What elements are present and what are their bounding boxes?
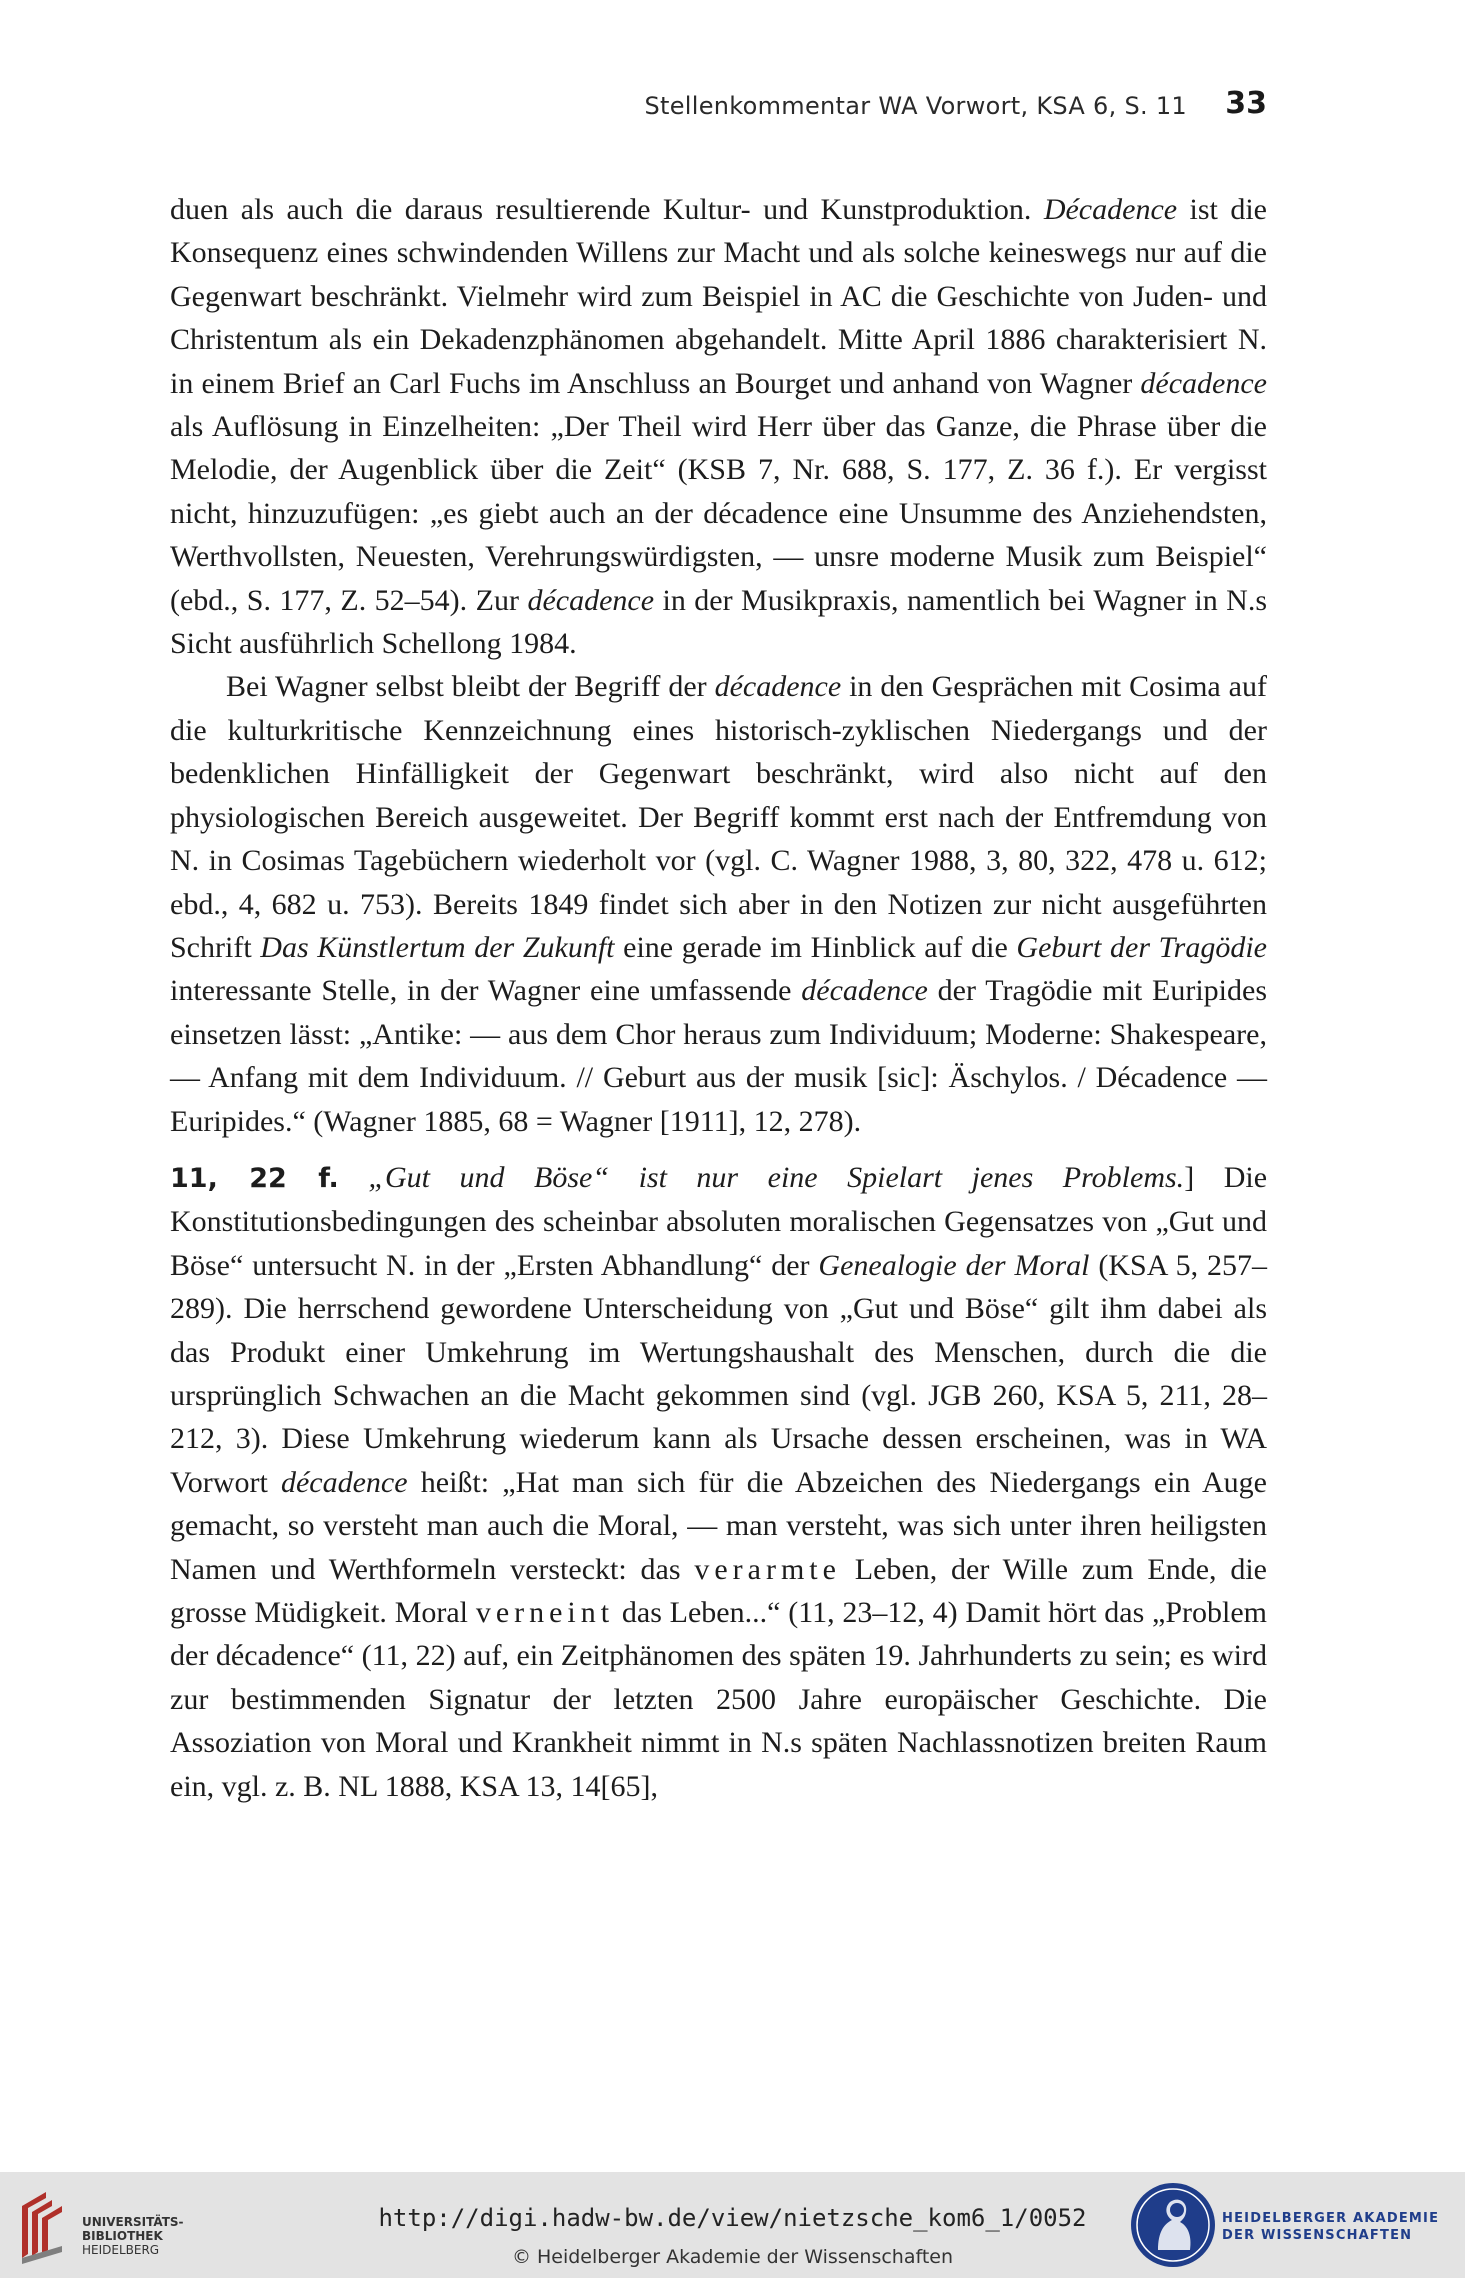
- page-number: 33: [1225, 86, 1267, 121]
- italic-term: Décadence: [1043, 193, 1178, 226]
- italic-title: Geburt der Tragödie: [1016, 930, 1267, 964]
- hadw-logo-line: DER WISSENSCHAFTEN: [1222, 2228, 1413, 2243]
- text-run: eine gerade im Hinblick auf die: [614, 930, 1017, 964]
- paragraph-1: [170, 188, 1267, 665]
- text-run: ] Die Konstitutionsbedingungen des scheinbar absoluten moralischen Gegensatzes von „Gut und Böse“ untersucht N. in der „Ersten Abhandlung“ der: [170, 1160, 1268, 1282]
- main-text: [170, 188, 1267, 1808]
- line-reference: 11, 22 f.: [170, 1162, 339, 1194]
- page-header: [170, 86, 1267, 126]
- text-run: in der Musikpraxis, namentlich bei Wagner in N.s Sicht ausführlich Schellong 1984.: [170, 583, 1268, 661]
- spaced-emphasis: verarmte: [694, 1552, 841, 1586]
- hadw-logo-text: [1222, 2210, 1439, 2244]
- ub-logo-line: HEIDELBERG: [82, 2243, 160, 2257]
- italic-title: Das Künstlertum der Zukunft: [260, 930, 615, 964]
- text-run: Bei Wagner selbst bleibt der Begriff der: [226, 670, 715, 704]
- text-run: [339, 1161, 369, 1194]
- lemma: „Gut und Böse“ ist nur eine Spielart jenes Problems.: [368, 1160, 1185, 1194]
- text-run: in den Gesprächen mit Cosima auf die kulturkritische Kennzeichnung eines historisch-zyklischen Niedergangs und der bedenklichen Hinfälligkeit der Gegenwart beschränkt, wird also nicht auf den physiologischen Bereich ausgeweitet. Der Begriff kommt erst nach der Entfremdung von N. in Cosimas Tagebüchern wiederholt vor (vgl. C. Wagner 1988, 3, 80, 322, 478 u. 612; ebd., 4, 682 u. 753). Bereits 1849 findet sich aber in den Notizen zur nicht ausgeführten Schrift: [170, 670, 1267, 964]
- hadw-logo[interactable]: [1128, 2180, 1458, 2270]
- italic-term: décadence: [801, 974, 928, 1008]
- text-run: das Leben...“ (11, 23–12, 4) Damit hört das „Problem der décadence“ (11, 22) auf, ein Zeitphänomen des späten 19. Jahrhunderts zu sein; es wird zur bestimmenden Signatur der letzten 2500 Jahre europäischer Geschichte. Die Assoziation von Moral und Krankheit nimmt in N.s späten Nachlassnotizen breiten Raum ein, vgl. z. B. NL 1888, KSA 13, 14[65],: [170, 1596, 1268, 1803]
- italic-term: décadence: [714, 670, 842, 704]
- commentary-entry: [170, 1156, 1267, 1808]
- italic-term: décadence: [1140, 366, 1267, 400]
- paragraph-2: [170, 665, 1267, 1142]
- text-run: Leben, der Wille zum Ende, die grosse Müdigkeit. Moral: [170, 1552, 1267, 1629]
- italic-title: Genealogie der Moral: [818, 1248, 1090, 1282]
- italic-term: décadence: [280, 1465, 408, 1499]
- text-run: (KSA 5, 257–289). Die herrschend gewordene Unterscheidung von „Gut und Böse“ gilt ihm dabei als das Produkt einer Umkehrung im Wertungshaushalt des Menschen, durch die die ursprünglich Schwachen an die Macht gekommen sind (vgl. JGB 260, KSA 5, 211, 28–212, 3). Diese Umkehrung wiederum kann als Ursache dessen erscheinen, was in WA Vorwort: [170, 1248, 1267, 1499]
- text-run: heißt: „Hat man sich für die Abzeichen des Niedergangs ein Auge gemacht, so versteht man auch die Moral, — man versteht, was sich unter ihren heiligsten Namen und Werthformeln versteckt: das: [170, 1465, 1267, 1586]
- source-url-link[interactable]: http://digi.hadw-bw.de/view/nietzsche_kom6_1/0052: [378, 2204, 1087, 2232]
- text-run: interessante Stelle, in der Wagner eine umfassende: [170, 974, 802, 1008]
- copyright-notice: © Heidelberger Akademie der Wissenschaften: [511, 2246, 954, 2268]
- italic-term: décadence: [527, 583, 655, 617]
- text-run: als Auflösung in Einzelheiten: „Der Theil wird Herr über das Ganze, die Phrase über die Melodie, der Augenblick über die Zeit“ (KSB 7, Nr. 688, S. 177, Z. 36 f.). Er vergisst nicht, hinzuzufügen: „es giebt auch an der décadence eine Unsumme des Anziehendsten, Werthvollsten, Neuesten, Verehrungswürdigsten, — unsre moderne Musik zum Beispiel“ (ebd., S. 177, Z. 52–54). Zur: [170, 410, 1267, 617]
- text-run: der Tragödie mit Euripides einsetzen lässt: „Antike: — aus dem Chor heraus zum Individuum; Moderne: Shakespeare, — Anfang mit dem Individuum. // Geburt aus der musik [sic]: Äschylos. / Décadence — Euripides.“ (Wagner 1885, 68 = Wagner [1911], 12, 278).: [170, 974, 1267, 1138]
- ub-logo-line: UNIVERSITÄTS-: [82, 2215, 184, 2229]
- text-run: ist die Konsequenz eines schwindenden Willens zur Macht und als solche keineswegs nur auf die Gegenwart beschränkt. Vielmehr wird zum Beispiel in AC die Geschichte von Juden- und Christentum als ein Dekadenzphänomen abgehandelt. Mitte April 1886 charakterisiert N. in einem Brief an Carl Fuchs im Anschluss an Bourget und anhand von Wagner: [170, 193, 1267, 400]
- text-run: duen als auch die daraus resultierende Kultur- und Kunstproduktion.: [170, 193, 1044, 226]
- footer-band: [0, 2172, 1465, 2278]
- hadw-logo-line: HEIDELBERGER AKADEMIE: [1222, 2211, 1440, 2226]
- academy-seal-icon: [1128, 2180, 1218, 2270]
- spaced-emphasis: verneint: [475, 1596, 615, 1629]
- ub-logo-line: BIBLIOTHEK: [82, 2229, 163, 2243]
- running-title: Stellenkommentar WA Vorwort, KSA 6, S. 11: [644, 92, 1187, 120]
